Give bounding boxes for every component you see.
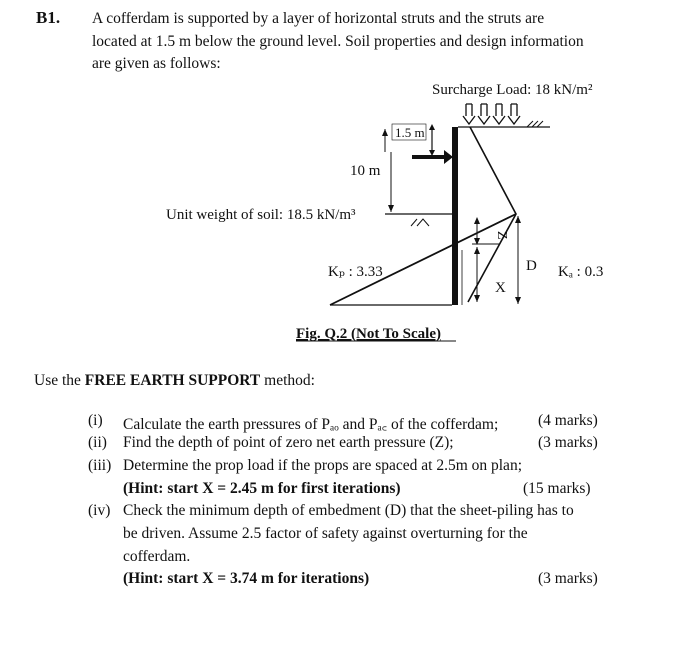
dredge-hatch [411, 219, 429, 226]
task-text: Calculate the earth pressures of Pₐₒ and Pₐ꜀ of the cofferdam; [123, 416, 499, 433]
surcharge-arrows [463, 104, 520, 124]
surcharge-label: Surcharge Load: 18 kN/m² [432, 82, 593, 98]
strut-depth-label: 1.5 m [395, 125, 425, 140]
z-label: Z [494, 231, 509, 240]
task-text: Find the depth of point of zero net earth pressure (Z); [123, 434, 454, 451]
method-name: FREE EARTH SUPPORT [84, 372, 261, 389]
kp-label: Kₚ : 3.33 [328, 264, 383, 280]
task-hint: (Hint: start X = 3.74 m for iterations) [123, 570, 370, 587]
task-marks: (3 marks) [538, 434, 598, 451]
intro-line: A cofferdam is supported by a layer of horizontal struts and the struts are [92, 10, 545, 27]
ground-hatch [527, 121, 543, 127]
unit-weight-label: Unit weight of soil: 18.5 kN/m³ [166, 207, 356, 223]
task-text: cofferdam. [123, 548, 191, 565]
task-number: (iii) [88, 457, 112, 474]
task-marks: (3 marks) [538, 570, 598, 587]
task-number: (i) [88, 412, 103, 429]
task-text: Check the minimum depth of embedment (D) that the sheet-piling has to [123, 502, 574, 519]
intro-line: are given as follows: [92, 55, 221, 72]
question-number: B1. [36, 8, 61, 27]
d-label: D [526, 258, 537, 274]
sheet-pile-wall [452, 127, 458, 305]
method-line [34, 372, 315, 390]
passive-pressure-line [330, 214, 516, 305]
active-pressure-diagram [468, 127, 516, 302]
method-prefix: Use the [34, 372, 85, 389]
intro-line: located at 1.5 m below the ground level. Soil properties and design information [92, 32, 584, 50]
task-marks: (15 marks) [523, 480, 591, 497]
excavation-depth-label: 10 m [350, 163, 381, 179]
task-number: (ii) [88, 434, 107, 451]
task-text: be driven. Assume 2.5 factor of safety against overturning for the [123, 525, 528, 542]
x-label: X [495, 280, 506, 296]
task-text: Determine the prop load if the props are spaced at 2.5m on plan; [123, 457, 522, 474]
method-suffix: method: [260, 372, 315, 389]
task-number: (iv) [88, 502, 111, 519]
figure-caption: Fig. Q.2 (Not To Scale) [296, 326, 441, 342]
task-hint: (Hint: start X = 2.45 m for first iterations) [123, 480, 401, 497]
task-marks: (4 marks) [538, 412, 598, 429]
ka-label: Kₐ : 0.3 [558, 264, 604, 280]
